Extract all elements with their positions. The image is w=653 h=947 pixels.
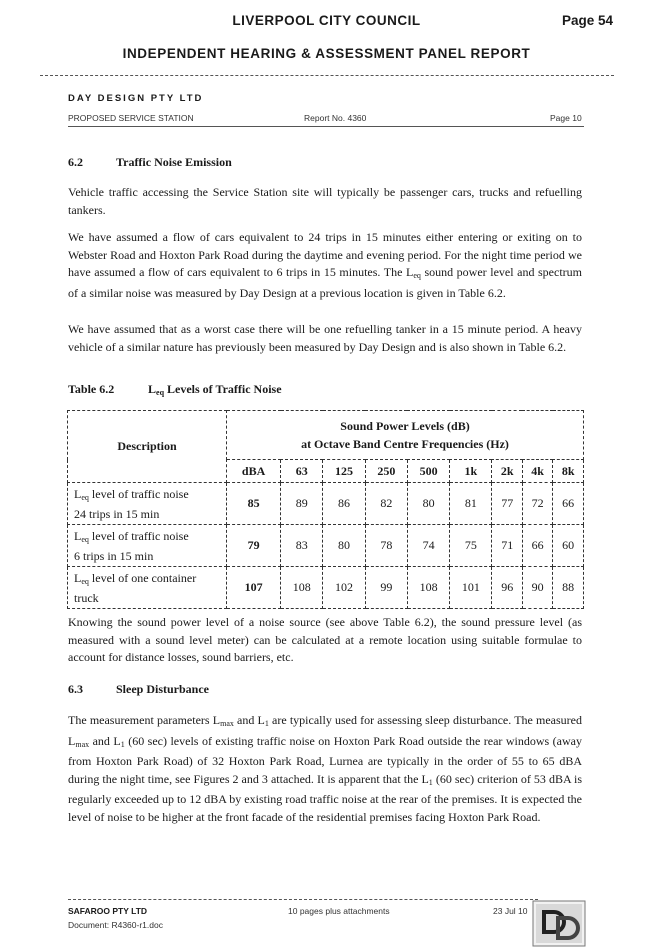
cell: 66: [553, 483, 584, 525]
cell: 79: [227, 525, 281, 567]
text-run: level of traffic noise: [88, 486, 189, 501]
subscript: eq: [81, 576, 89, 586]
text-run: are typically used for assessing sleep disturbance. The measured L: [68, 713, 583, 748]
footer-divider: [68, 899, 538, 900]
text-run: sound power level and spectrum of a similar noise was measured by Day Design at a previous location is given in Table 6.2.: [68, 265, 582, 300]
text-run: We have assumed a flow of cars equivalent to 24 trips in 15 minutes either entering or exiting on to Webster Road and Hoxton Park Road during the daytime and evening period. For the night time period we have assumed a flow of cars equivalent to 6 trips in 15 minutes. The L: [68, 230, 582, 279]
cell: 108: [281, 567, 323, 609]
paragraph: Vehicle traffic accessing the Service Station site will typically be passenger cars, trucks and refuelling tankers.: [68, 185, 582, 217]
cell: 60: [553, 525, 584, 567]
text-run: L: [74, 486, 82, 501]
page-number: Page 54: [561, 13, 613, 28]
band-header: 1k: [450, 460, 492, 483]
band-header: 125: [323, 460, 365, 483]
cell: 75: [450, 525, 492, 567]
band-header: 63: [281, 460, 323, 483]
section-number: 6.3: [68, 682, 83, 696]
footer-document: Document: R4360-r1.doc: [68, 920, 163, 930]
table-row: [68, 525, 584, 567]
subscript: 1: [264, 719, 269, 728]
subscript: eq: [156, 388, 165, 397]
text-run: 24 trips in 15 min: [74, 506, 160, 521]
band-header: 8k: [553, 460, 584, 483]
section-title: Sleep Disturbance: [116, 682, 209, 696]
row-label: [68, 567, 227, 609]
row-label: [68, 483, 227, 525]
subscript: max: [75, 739, 90, 749]
table-row: [68, 567, 584, 609]
text-run: level of one container: [88, 570, 197, 585]
text-run: level of traffic noise: [88, 528, 189, 543]
sound-power-header: [227, 411, 584, 460]
report-title: INDEPENDENT HEARING & ASSESSMENT PANEL REPORT: [122, 46, 531, 61]
subscript: 1: [120, 739, 125, 749]
cell: 72: [522, 483, 552, 525]
header-divider: [40, 75, 614, 76]
cell: 74: [407, 525, 449, 567]
paragraph: [68, 229, 582, 302]
text-run: L: [74, 570, 82, 585]
cell: 82: [365, 483, 407, 525]
subscript: 1: [428, 777, 433, 787]
caption-text: Levels of Traffic Noise: [164, 382, 282, 396]
project-name: PROPOSED SERVICE STATION: [68, 113, 194, 123]
table-caption: [68, 382, 282, 397]
subscript: eq: [81, 534, 89, 544]
cell: 81: [450, 483, 492, 525]
cell: 85: [227, 483, 281, 525]
subscript: max: [220, 719, 234, 728]
section-6-3-heading: [68, 682, 209, 697]
firm-name: DAY DESIGN PTY LTD: [68, 93, 204, 104]
band-header: dBA: [227, 460, 281, 483]
text-run: (60 sec) levels of existing traffic noise on Hoxton Park Road outside the rear windows (away from Hoxton Park Road) of 32 Hoxton Park Road, Lurnea are typically in the order of 55 to 65 dBA during the night time, see Figures 2 and 3 attached. It is apparent that the L: [68, 733, 582, 786]
cell: 89: [281, 483, 323, 525]
subscript: eq: [81, 492, 89, 502]
cell: 101: [450, 567, 492, 609]
paragraph: Knowing the sound power level of a noise source (see above Table 6.2), the sound pressure level (as measured with a sound level meter) can be calculated at a remote location using suitable formulae to account for distance losses, sound barriers, etc.: [68, 615, 582, 664]
subscript: eq: [413, 271, 421, 280]
cell: 77: [492, 483, 522, 525]
cell: 80: [407, 483, 449, 525]
cell: 78: [365, 525, 407, 567]
band-header: 4k: [522, 460, 552, 483]
text-run: and L: [89, 733, 121, 748]
band-header: 500: [407, 460, 449, 483]
text-run: and L: [233, 713, 265, 727]
cell: 96: [492, 567, 522, 609]
table-row: [68, 483, 584, 525]
cell: 80: [323, 525, 365, 567]
section-6-2-heading: [68, 155, 232, 170]
footer-date: 23 Jul 10: [493, 906, 528, 916]
table-number: Table 6.2: [68, 382, 115, 396]
cell: 71: [492, 525, 522, 567]
section-number: 6.2: [68, 155, 83, 169]
cell: 102: [323, 567, 365, 609]
cell: 86: [323, 483, 365, 525]
caption-l: L: [148, 382, 157, 396]
text-run: The measurement parameters L: [68, 713, 221, 727]
text-run: 6 trips in 15 min: [74, 548, 154, 563]
footer-firm: SAFAROO PTY LTD: [68, 906, 148, 916]
cell: 66: [522, 525, 552, 567]
cell: 108: [407, 567, 449, 609]
text-run: L: [74, 528, 82, 543]
section-title: Traffic Noise Emission: [116, 155, 232, 169]
cell: 88: [553, 567, 584, 609]
cell: 99: [365, 567, 407, 609]
header-line: at Octave Band Centre Frequencies (Hz): [301, 437, 509, 451]
footer-pages: 10 pages plus attachments: [288, 906, 390, 916]
cell: 107: [227, 567, 281, 609]
header-line: Sound Power Levels (dB): [340, 419, 470, 433]
text-run: (60 sec) criterion of 53 dBA is regularly exceeded up to 12 dBA by existing road traffic noise at the rear of the premises. It is expected the level of noise to be higher at the front facade of the residential premises facing Hoxton Park Road.: [68, 771, 583, 824]
council-title: LIVERPOOL CITY COUNCIL: [232, 13, 421, 28]
paragraph: [68, 712, 582, 826]
description-header: Description: [68, 411, 227, 483]
noise-levels-table: [67, 410, 584, 609]
paragraph: We have assumed that as a worst case there will be one refuelling tanker in a 15 minute period. A heavy vehicle of a similar nature has previously been measured by Day Design and is also shown in Table 6.2.: [68, 322, 582, 354]
doc-page-number: Page 10: [550, 113, 582, 123]
band-header: 250: [365, 460, 407, 483]
cell: 90: [522, 567, 552, 609]
row-label: [68, 525, 227, 567]
text-run: truck: [74, 590, 99, 605]
day-design-logo-icon: [532, 900, 586, 947]
band-header: 2k: [492, 460, 522, 483]
doc-header-rule: [68, 126, 584, 127]
report-number: Report No. 4360: [304, 113, 367, 123]
cell: 83: [281, 525, 323, 567]
